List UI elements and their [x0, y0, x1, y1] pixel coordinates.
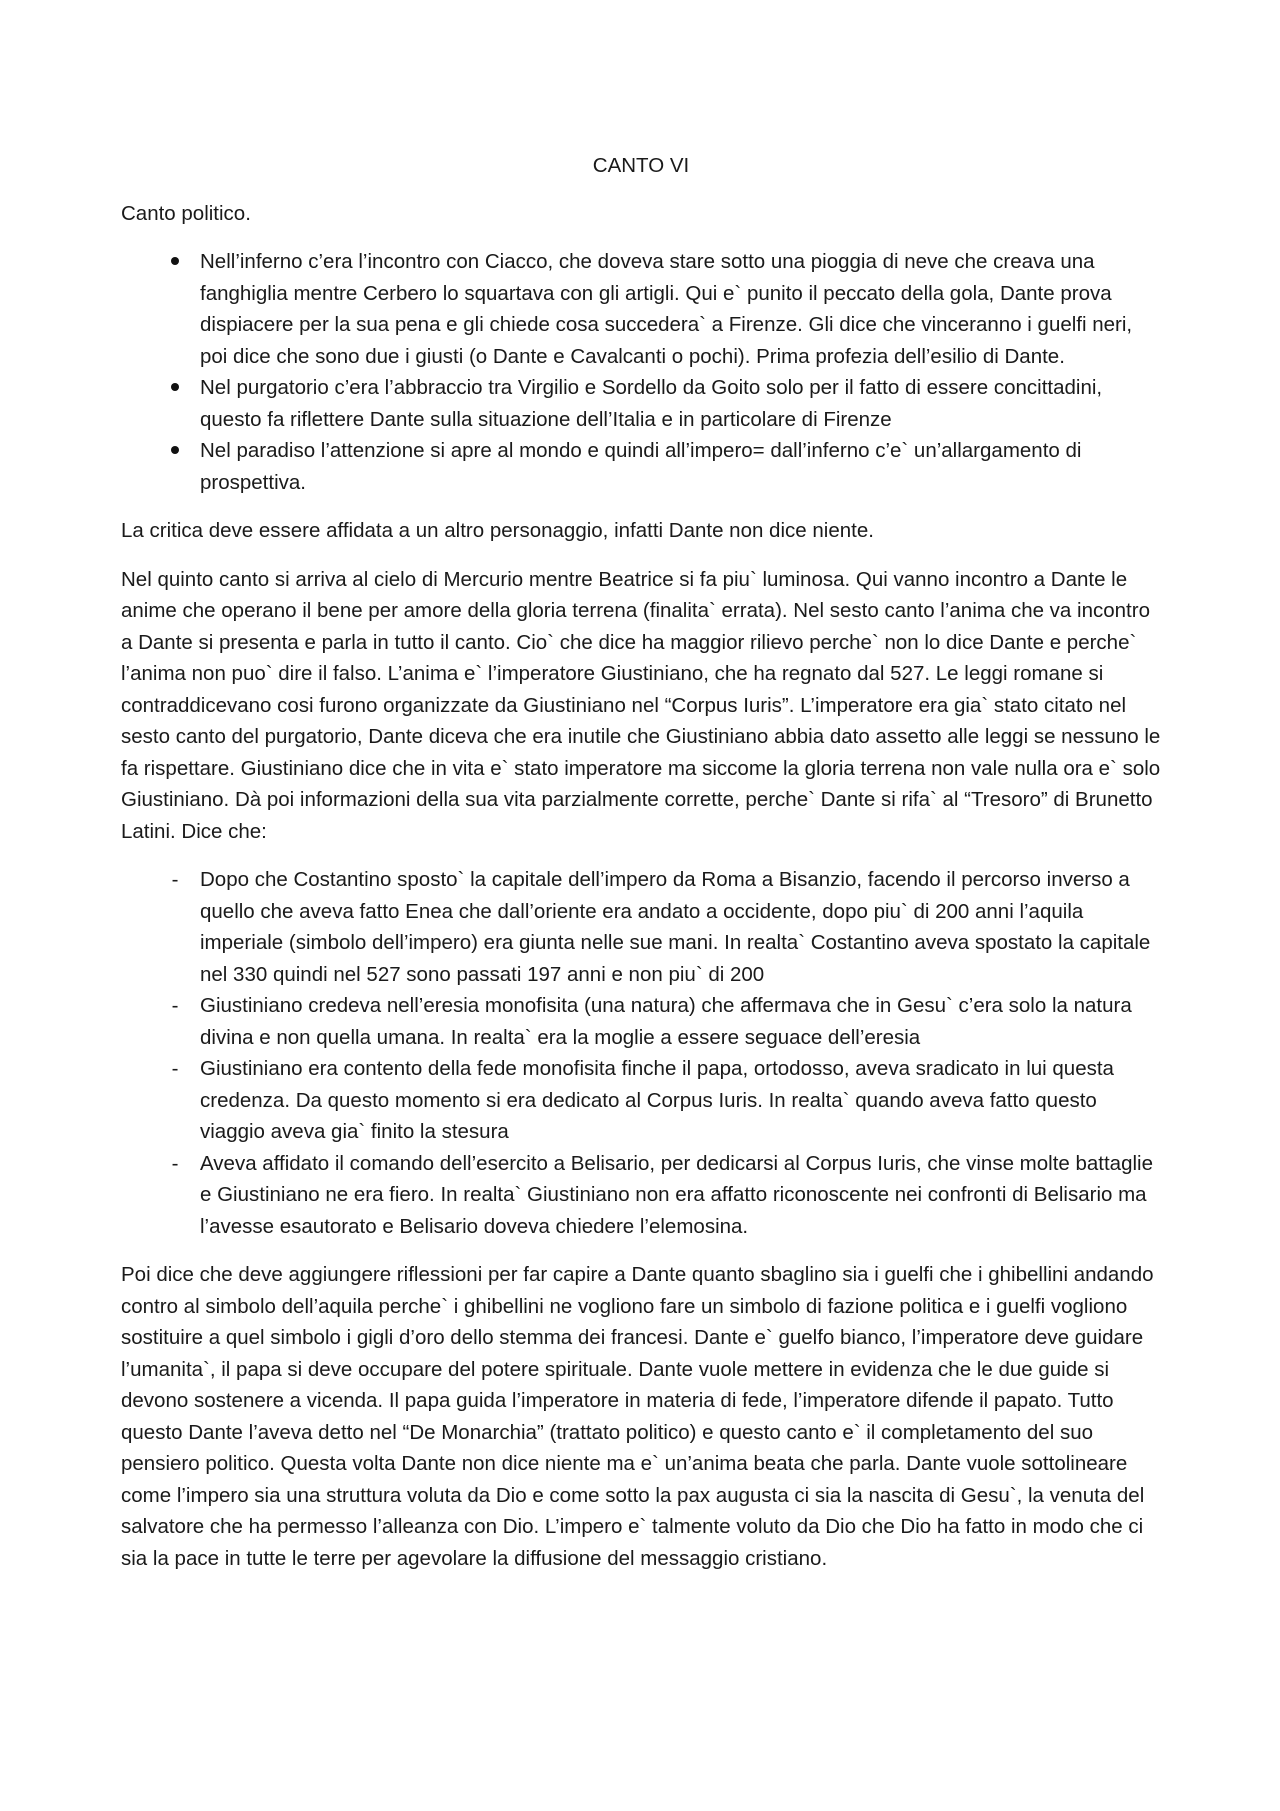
bullet-item-purgatorio: [121, 372, 1161, 435]
bullet-item-inferno: [121, 246, 1161, 372]
dash-marker-icon: -: [171, 868, 179, 891]
bullet-dot-icon: [165, 435, 185, 467]
dash-item-belisario: [121, 1148, 1161, 1243]
critica-paragraph: La critica deve essere affidata a un altro personaggio, infatti Dante non dice niente.: [121, 519, 874, 542]
intro-paragraph: Canto politico.: [121, 201, 251, 225]
quinto-canto-paragraph: Nel quinto canto si arriva al cielo di Mercurio mentre Beatrice si fa piu` luminosa. Qui vanno incontro a Dante le anime che operano il bene per amore della gloria terrena (finalita` errata). Nel sesto canto l’anima che va incontro a Dante si presenta e parla in tutto il canto. Cio` che dice ha maggior rilievo perche` non lo dice Dante e perche` l’anima non puo` dire il falso. L’anima e` l’imperatore Giustiniano, che ha regnato dal 527. Le leggi romane si contraddicevano cosi furono organizzate da Giustiniano nel “Corpus Iuris”. L’imperatore era gia` stato citato nel sesto canto del purgatorio, Dante diceva che era inutile che Giustiniano abbia dato assetto alle leggi se nessuno le fa rispettare. Giustiniano dice che in vita e` stato imperatore ma siccome la gloria terrena non vale nulla ora e` solo Giustiniano. Dà poi informazioni della sua vita parzialmente corrette, perche` Dante si rifa` al “Tresoro” di Brunetto Latini. Dice che:: [121, 567, 1161, 843]
bullet-dot-icon: [165, 246, 185, 278]
document-page: [121, 150, 1161, 1591]
bullet-list: [121, 246, 1161, 498]
bullet-item-paradiso: [121, 435, 1161, 498]
document-title: CANTO VI: [592, 154, 690, 177]
dash-marker-icon: -: [171, 1151, 179, 1175]
dash-item-fede: [121, 1053, 1161, 1148]
dash-item-eresia: [121, 990, 1161, 1053]
dash-text: Giustiniano era contento della fede monofisita finche il papa, ortodosso, aveva sradicato in lui questa credenza. Da questo momento si era dedicato al Corpus Iuris. In realta` quando aveva fatto questo viaggio aveva gia` finito la stesura: [200, 1057, 1114, 1143]
finale-paragraph: Poi dice che deve aggiungere riflessioni per far capire a Dante quanto sbaglino sia i guelfi che i ghibellini andando contro al simbolo dell’aquila perche` i ghibellini ne vogliono fare un simbolo di fazione politica e i guelfi vogliono sostituire a quel simbolo i gigli d’oro dello stemma dei francesi. Dante e` guelfo bianco, l’imperatore deve guidare l’umanita`, il papa si deve occupare del potere spirituale. Dante vuole mettere in evidenza che le due guide si devono sostenere a vicenda. Il papa guida l’imperatore in materia di fede, l’imperatore difende il papato. Tutto questo Dante l’aveva detto nel “De Monarchia” (trattato politico) e questo canto e` il completamento del suo pensiero politico. Questa volta Dante non dice niente ma e` un’anima beata che parla. Dante vuole sottolineare come l’impero sia una struttura voluta da Dio e come sotto la pax augusta ci sia la nascita di Gesu`, la venuta del salvatore che ha permesso l’alleanza con Dio. L’impero e` talmente voluto da Dio che Dio ha fatto in modo che ci sia la pace in tutte le terre per agevolare la diffusione del messaggio cristiano.: [121, 1263, 1154, 1570]
dash-marker-icon: -: [171, 1057, 179, 1080]
bullet-text: Nel paradiso l’attenzione si apre al mondo e quindi all’impero= dall’inferno c’e` un’allargamento di prospettiva.: [200, 439, 1082, 494]
bullet-text: Nel purgatorio c’era l’abbraccio tra Virgilio e Sordello da Goito solo per il fatto di essere concittadini, questo fa riflettere Dante sulla situazione dell’Italia e in particolare di Firenze: [200, 376, 1103, 431]
bullet-dot-icon: [165, 372, 185, 404]
dash-text: Aveva affidato il comando dell’esercito a Belisario, per dedicarsi al Corpus Iuris, che vinse molte battaglie e Giustiniano ne era fiero. In realta` Giustiniano non era affatto riconoscente nei confronti di Belisario ma l’avesse esautorato e Belisario doveva chiedere l’elemosina.: [200, 1151, 1153, 1238]
dash-item-costantino: [121, 864, 1161, 990]
dash-text: Dopo che Costantino sposto` la capitale dell’impero da Roma a Bisanzio, facendo il percorso inverso a quello che aveva fatto Enea che dall’oriente era andato a occidente, dopo piu` di 200 anni l’aquila imperiale (simbolo dell’impero) era giunta nelle sue mani. In realta` Costantino aveva spostato la capitale nel 330 quindi nel 527 sono passati 197 anni e non piu` di 200: [200, 868, 1151, 986]
bullet-text: Nell’inferno c’era l’incontro con Ciacco, che doveva stare sotto una pioggia di neve che creava una fanghiglia mentre Cerbero lo squartava con gli artigli. Qui e` punito il peccato della gola, Dante prova dispiacere per la sua pena e gli chiede cosa succedera` a Firenze. Gli dice che vinceranno i guelfi neri, poi dice che sono due i giusti (o Dante e Cavalcanti o pochi). Prima profezia dell’esilio di Dante.: [200, 250, 1133, 368]
dash-text: Giustiniano credeva nell’eresia monofisita (una natura) che affermava che in Gesu` c’era solo la natura divina e non quella umana. In realta` era la moglie a essere seguace dell’eresia: [200, 994, 1132, 1049]
dash-marker-icon: -: [171, 994, 179, 1017]
dash-list: [121, 864, 1161, 1242]
